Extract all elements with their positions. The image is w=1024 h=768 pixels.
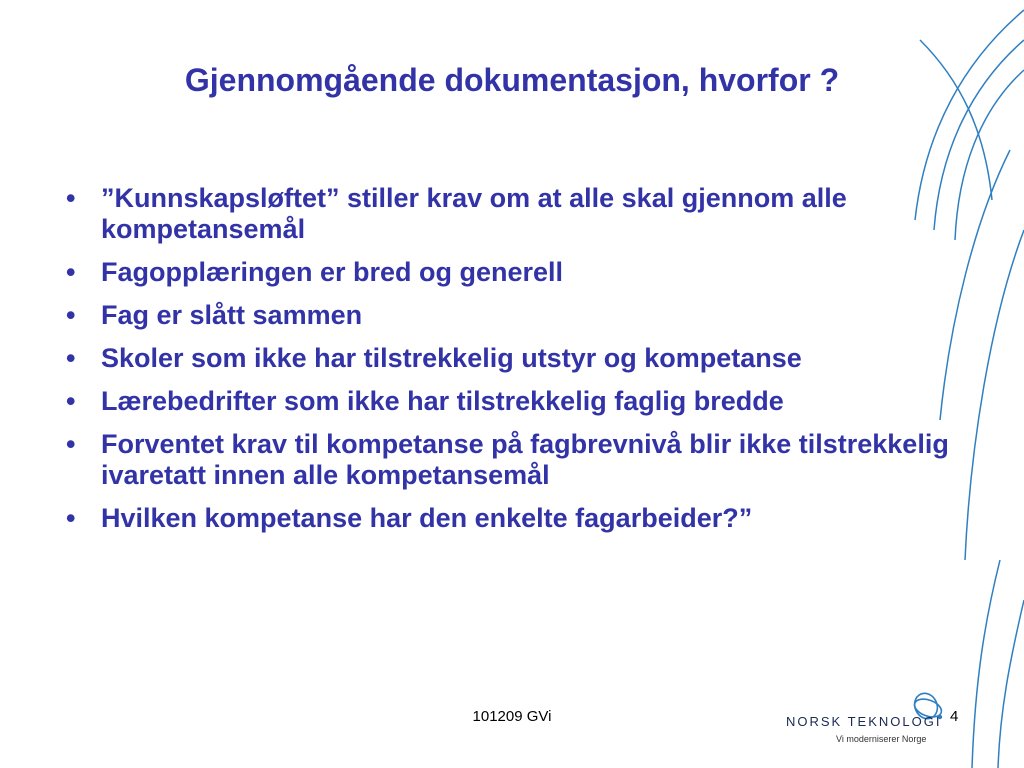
bullet-item (66, 343, 966, 374)
bullet-marker: • (66, 183, 76, 213)
norsk-teknologi-logo (784, 690, 954, 750)
bullet-marker: • (66, 343, 76, 373)
bullet-marker: • (66, 300, 76, 330)
bullet-text: Fag er slått sammen (101, 300, 363, 330)
bullet-marker: • (66, 429, 76, 459)
logo-name: NORSK TEKNOLOGI (786, 714, 942, 729)
bullet-item (66, 429, 966, 491)
bullet-text: Lærebedrifter som ikke har tilstrekkelig faglig bredde (101, 386, 784, 416)
bullet-text: ”Kunnskapsløftet” stiller krav om at alle skal gjennom alle kompetansemål (101, 183, 847, 244)
bullet-item (66, 386, 966, 417)
page-number: 4 (950, 708, 959, 725)
logo-tagline: Vi moderniserer Norge (836, 734, 927, 744)
bullet-item (66, 503, 966, 534)
bullet-text: Hvilken kompetanse har den enkelte fagarbeider?” (101, 503, 753, 533)
bullet-item (66, 183, 966, 245)
footer-date-initials: 101209 GVi (472, 708, 552, 725)
bullet-text: Fagopplæringen er bred og generell (101, 257, 564, 287)
bullet-list (66, 183, 966, 546)
bullet-item (66, 257, 966, 288)
bullet-text: Skoler som ikke har tilstrekkelig utstyr og kompetanse (101, 343, 802, 373)
bullet-marker: • (66, 257, 76, 287)
bullet-item (66, 300, 966, 331)
bullet-marker: • (66, 503, 76, 533)
bullet-text: Forventet krav til kompetanse på fagbrevnivå blir ikke tilstrekkelig ivaretatt innen alle kompetansemål (101, 429, 949, 490)
slide-title: Gjennomgående dokumentasjon, hvorfor ? (184, 62, 840, 98)
bullet-marker: • (66, 386, 76, 416)
